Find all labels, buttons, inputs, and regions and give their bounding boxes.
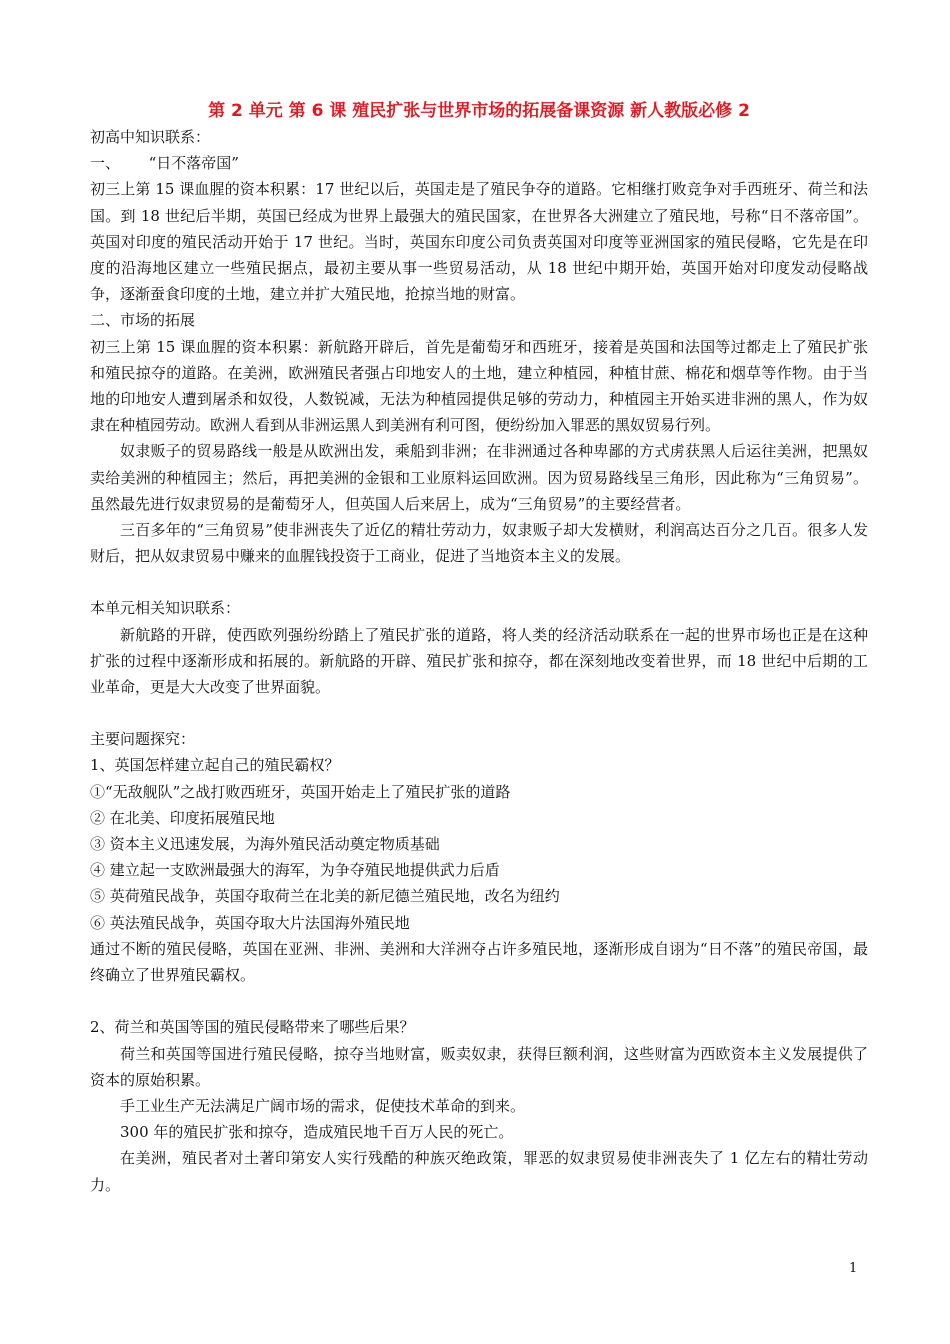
section2-body: 初三上第 15 课血腥的资本积累：新航路开辟后，首先是葡萄牙和西班牙，接着是英国和法国等过都走上了殖民扩张和殖民掠夺的道路。在美洲，欧洲殖民者强占印地安人的土地，建立种植园，种植甘蔗、棉花和烟草等作物。由于当地的印地安人遭到屠杀和奴役，人数锐减，无法为种植园提供足够的劳动力，种植园主开始买进非洲的黑人，作为奴隶在种植园劳动。欧洲人看到从非洲运黑人到美洲有利可图，便纷纷加入罪恶的黑奴贸易行列。: [90, 337, 868, 435]
section1-body: 初三上第 15 课血腥的资本积累：17 世纪以后，英国走是了殖民争夺的道路。它相继打败竞争对手西班牙、荷兰和法国。到 18 世纪后半期，英国已经成为世界上最强大的殖民国家，在世界各大洲建立了殖民地，号称“日不落帝国”。英国对印度的殖民活动开始于 17 世纪。当时，英国东印度公司负责英国对印度等亚洲国家的殖民侵略，它先是在印度的沿海地区建立一些殖民据点，最初主要从事一些贸易活动，从 18 世纪中期开始，英国开始对印度发动侵略战争，逐渐蚕食印度的土地，建立并扩大殖民地，抢掠当地的财富。: [90, 180, 868, 304]
q1-item-2: ② 在北美、印度拓展殖民地: [90, 808, 275, 827]
q1-item-3: ③ 资本主义迅速发展，为海外殖民活动奠定物质基础: [90, 835, 440, 854]
question-1: 1、英国怎样建立起自己的殖民霸权？: [90, 756, 340, 775]
q2-para-2: 手工业生产无法满足广阔市场的需求，促使技术革命的到来。: [120, 1096, 526, 1115]
document-title: 第 2 单元 第 6 课 殖民扩张与世界市场的拓展备课资源 新人教版必修 2: [208, 101, 750, 121]
q1-item-5: ⑤ 英荷殖民战争，英国夺取荷兰在北美的新尼德兰殖民地，改名为纽约: [90, 887, 560, 906]
q2-para-4: 在美洲，殖民者对土著印第安人实行残酷的种族灭绝政策，罪恶的奴隶贸易使非洲丧失了 1 亿左右的精壮劳动力。: [90, 1149, 868, 1194]
q1-summary: 通过不断的殖民侵略，英国在亚洲、非洲、美洲和大洋洲夺占许多殖民地，逐渐形成自诩为“日不落”的殖民帝国，最终确立了世界殖民霸权。: [90, 939, 868, 985]
page-number: 1: [849, 1261, 858, 1276]
unit-links-body: 新航路的开辟，使西欧列强纷纷踏上了殖民扩张的道路，将人类的经济活动联系在一起的世界市场也正是在这种扩张的过程中逐渐形成和拓展的。新航路的开辟、殖民扩张和掠夺，都在深刻地改变着世界，而 18 世纪中后期的工业革命，更是大大改变了世界面貌。: [90, 625, 868, 697]
section2-para2: 奴隶贩子的贸易路线一般是从欧洲出发，乘船到非洲；在非洲通过各种卑鄙的方式虏获黑人后运往美洲，把黑奴卖给美洲的种植园主；然后，再把美洲的金银和工业原料运回欧洲。因为贸易路线呈三角形，因此称为“三角贸易”。虽然最先进行奴隶贸易的是葡萄牙人，但英国人后来居上，成为“三角贸易”的主要经营者。: [90, 442, 868, 513]
section2-para3: 三百多年的“三角贸易”使非洲丧失了近亿的精壮劳动力，奴隶贩子却大发横财，利润高达百分之几百。很多人发财后，把从奴隶贸易中赚来的血腥钱投资于工商业，促进了当地资本主义的发展。: [90, 521, 868, 566]
q1-item-1: ①“无敌舰队”之战打败西班牙，英国开始走上了殖民扩张的道路: [90, 782, 511, 801]
intro-label: 初高中知识联系：: [90, 128, 211, 146]
q2-para-1: 荷兰和英国等国进行殖民侵略，掠夺当地财富，贩卖奴隶，获得巨额利润，这些财富为西欧资本主义发展提供了资本的原始积累。: [90, 1044, 868, 1089]
q1-item-6: ⑥ 英法殖民战争，英国夺取大片法国海外殖民地: [90, 913, 410, 932]
document-page: [90, 98, 868, 1198]
question-2: 2、荷兰和英国等国的殖民侵略带来了哪些后果？: [90, 1018, 415, 1037]
section1-heading: 一、 “日不落帝国”: [90, 154, 239, 173]
q1-item-4: ④ 建立起一支欧洲最强大的海军，为争夺殖民地提供武力后盾: [90, 861, 500, 880]
section2-heading: 二、市场的拓展: [90, 311, 196, 330]
unit-links-label: 本单元相关知识联系：: [90, 599, 241, 618]
exploration-label: 主要问题探究：: [90, 730, 196, 749]
q2-para-3: 300 年的殖民扩张和掠夺，造成殖民地千百万人民的死亡。: [120, 1123, 514, 1142]
